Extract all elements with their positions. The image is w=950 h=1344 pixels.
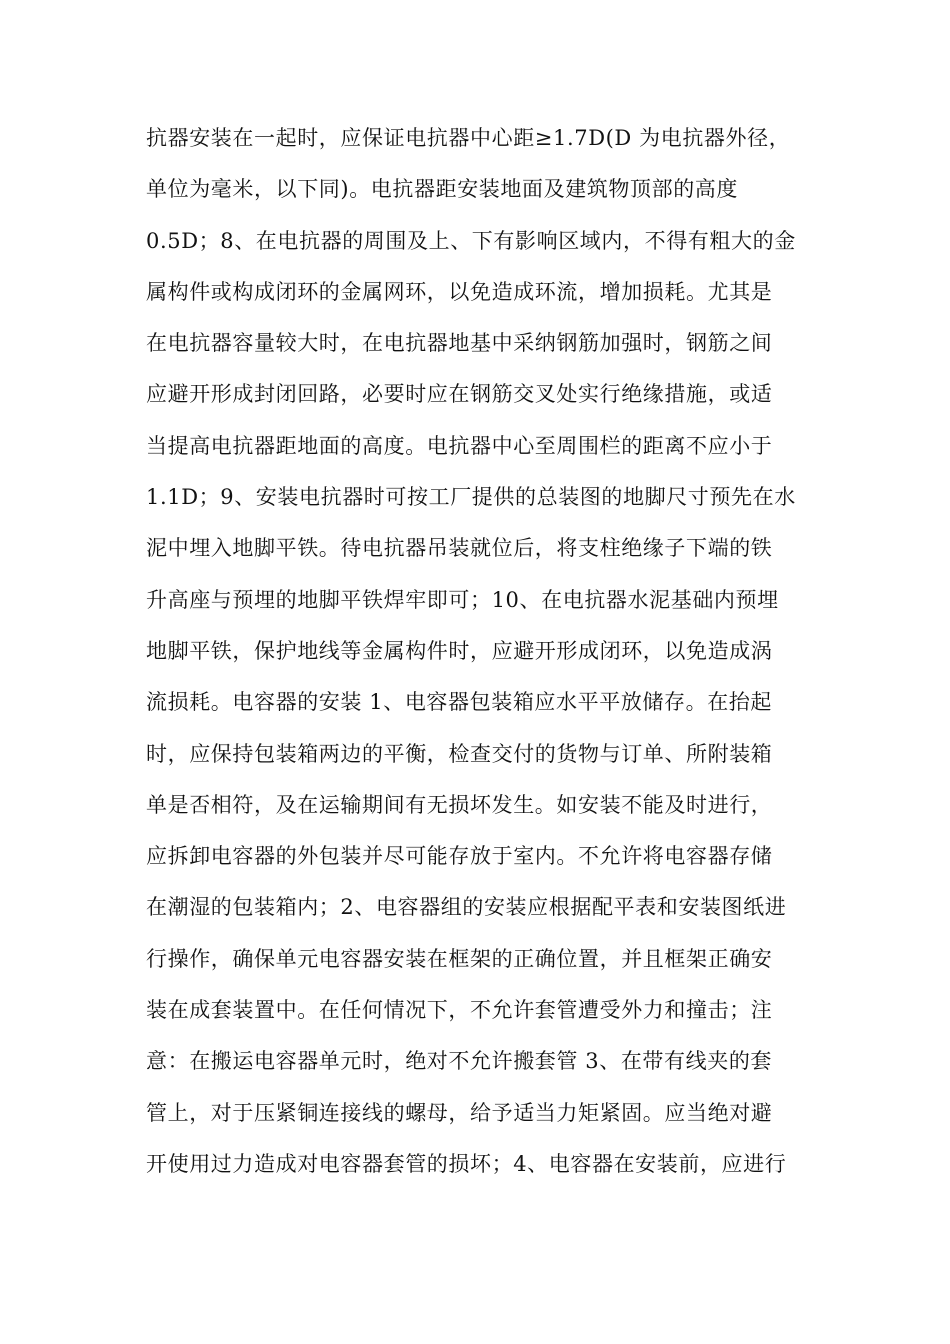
text-line: 抗器安装在一起时，应保证电抗器中心距≥1.7D(D 为电抗器外径， bbox=[146, 126, 791, 150]
body-text bbox=[146, 118, 816, 1195]
text-line: 升高座与预埋的地脚平铁焊牢即可；10、在电抗器水泥基础内预埋 bbox=[146, 587, 779, 612]
text-line: 装在成套装置中。在任何情况下，不允许套管遭受外力和撞击；注 bbox=[146, 998, 773, 1023]
text-line: 单是否相符，及在运输期间有无损坏发生。如安装不能及时进行， bbox=[146, 792, 773, 817]
text-line: 单位为毫米，以下同)。电抗器距安装地面及建筑物顶部的高度 bbox=[146, 177, 738, 202]
text-line: 时，应保持包装箱两边的平衡，检查交付的货物与订单、所附装箱 bbox=[146, 741, 773, 766]
text-line: 意：在搬运电容器单元时，绝对不允许搬套管 3、在带有线夹的套 bbox=[146, 1049, 773, 1074]
text-line: 应避开形成封闭回路，必要时应在钢筋交叉处实行绝缘措施，或适 bbox=[146, 382, 773, 407]
text-line: 泥中埋入地脚平铁。待电抗器吊装就位后，将支柱绝缘子下端的铁 bbox=[146, 536, 773, 561]
text-line: 0.5D；8、在电抗器的周围及上、下有影响区域内，不得有粗大的金 bbox=[146, 228, 796, 253]
text-line: 在潮湿的包装箱内；2、电容器组的安装应根据配平表和安装图纸进 bbox=[146, 895, 787, 920]
text-line: 管上，对于压紧铜连接线的螺母，给予适当力矩紧固。应当绝对避 bbox=[146, 1100, 773, 1125]
text-line: 属构件或构成闭环的金属网环，以免造成环流，增加损耗。尤其是 bbox=[146, 279, 773, 304]
text-line: 在电抗器容量较大时，在电抗器地基中采纳钢筋加强时，钢筋之间 bbox=[146, 331, 773, 356]
text-line: 当提高电抗器距地面的高度。电抗器中心至周围栏的距离不应小于 bbox=[146, 433, 773, 458]
text-line: 地脚平铁，保护地线等金属构件时，应避开形成闭环，以免造成涡 bbox=[146, 638, 773, 663]
text-line: 行操作，确保单元电容器安装在框架的正确位置，并且框架正确安 bbox=[146, 946, 773, 971]
text-line: 流损耗。电容器的安装 1、电容器包装箱应水平平放储存。在抬起 bbox=[146, 690, 773, 715]
text-line: 开使用过力造成对电容器套管的损坏；4、电容器在安装前，应进行 bbox=[146, 1151, 787, 1176]
text-line: 应拆卸电容器的外包装并尽可能存放于室内。不允许将电容器存储 bbox=[146, 844, 773, 869]
text-line: 1.1D；9、安装电抗器时可按工厂提供的总装图的地脚尺寸预先在水 bbox=[146, 485, 796, 510]
